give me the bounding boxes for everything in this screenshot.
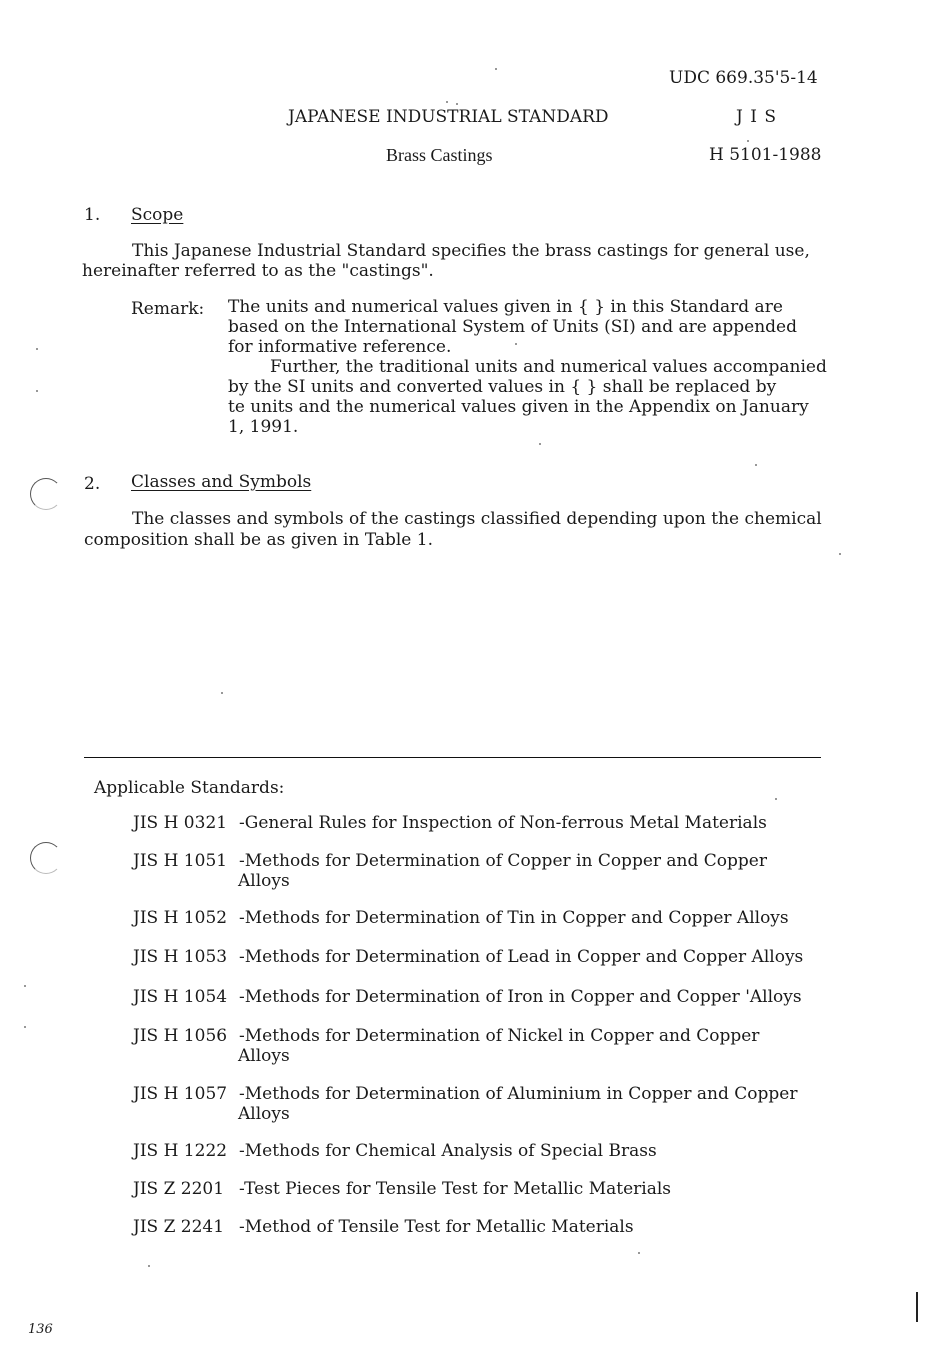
standard-title: -Methods for Determination of Aluminium in Copper and Copper xyxy=(239,1084,798,1104)
remark-line: by the SI units and converted values in { } shall be replaced by xyxy=(228,377,777,397)
scan-speck xyxy=(747,140,749,142)
standard-code: JIS H 1056 xyxy=(133,1026,228,1046)
scan-speck xyxy=(36,390,38,392)
standard-number: H 5101-1988 xyxy=(709,145,822,165)
section1-number: 1. xyxy=(84,205,101,225)
section1-body-line2: hereinafter referred to as the "castings". xyxy=(82,261,434,281)
standard-code: JIS H 1057 xyxy=(133,1084,228,1104)
remark-line: based on the International System of Units (SI) and are appended xyxy=(228,317,797,337)
udc-code: UDC 669.35'5-14 xyxy=(669,68,818,88)
standard-title: -Methods for Determination of Iron in Copper and Copper 'Alloys xyxy=(239,987,802,1007)
scan-speck xyxy=(24,1026,26,1028)
scan-speck xyxy=(515,343,517,345)
standard-code: JIS Z 2241 xyxy=(133,1217,225,1237)
section2-title: Classes and Symbols xyxy=(131,472,312,492)
section1-title: Scope xyxy=(131,205,184,225)
section2-body-line1: The classes and symbols of the castings classified depending upon the chemical xyxy=(132,509,822,529)
scan-speck xyxy=(775,798,777,800)
remark-line: 1, 1991. xyxy=(228,417,299,437)
jis-label: J I S xyxy=(736,107,777,127)
standard-item xyxy=(133,908,833,928)
standard-item xyxy=(133,851,833,891)
standard-code: JIS H 0321 xyxy=(133,813,228,833)
standard-item xyxy=(133,1179,833,1199)
standard-item xyxy=(133,1084,833,1124)
scan-speck xyxy=(839,553,841,555)
section2-number: 2. xyxy=(84,474,101,494)
section2-body-line2: composition shall be as given in Table 1. xyxy=(84,530,433,550)
scan-speck xyxy=(638,1252,640,1254)
page-number: 136 xyxy=(28,1322,53,1337)
standard-org: JAPANESE INDUSTRIAL STANDARD xyxy=(288,107,609,127)
remark-line: Further, the traditional units and numerical values accompanied xyxy=(270,357,827,377)
scan-edge-mark xyxy=(916,1292,918,1322)
standard-item xyxy=(133,987,833,1007)
section1-body-line1: This Japanese Industrial Standard specifies the brass castings for general use, xyxy=(132,241,810,261)
standard-title: -Method of Tensile Test for Metallic Materials xyxy=(239,1217,634,1237)
standard-code: JIS H 1053 xyxy=(133,947,228,967)
remark-line: te units and the numerical values given in the Appendix on January xyxy=(228,397,809,417)
standard-item xyxy=(133,1217,833,1237)
standard-title: -Methods for Chemical Analysis of Special Brass xyxy=(239,1141,657,1161)
standard-title: -Methods for Determination of Tin in Copper and Copper Alloys xyxy=(239,908,789,928)
scan-speck xyxy=(456,103,458,105)
standard-title-cont: Alloys xyxy=(238,1104,290,1124)
standard-title: -Methods for Determination of Copper in Copper and Copper xyxy=(239,851,767,871)
standard-item xyxy=(133,1141,833,1161)
standard-code: JIS H 1054 xyxy=(133,987,228,1007)
scan-speck xyxy=(446,101,448,103)
scan-speck xyxy=(539,443,541,445)
standard-title: -Methods for Determination of Nickel in Copper and Copper xyxy=(239,1026,760,1046)
punch-hole xyxy=(30,842,62,874)
remark-text xyxy=(228,297,827,437)
standard-title: -Methods for Determination of Lead in Copper and Copper Alloys xyxy=(239,947,804,967)
scan-speck xyxy=(221,692,223,694)
standard-item xyxy=(133,947,833,967)
standard-code: JIS H 1051 xyxy=(133,851,228,871)
document-title: Brass Castings xyxy=(386,145,493,165)
standard-title: -General Rules for Inspection of Non-ferrous Metal Materials xyxy=(239,813,767,833)
standard-title: -Test Pieces for Tensile Test for Metallic Materials xyxy=(239,1179,672,1199)
scan-speck xyxy=(755,464,757,466)
remark-line: The units and numerical values given in { } in this Standard are xyxy=(228,297,783,317)
scan-speck xyxy=(24,985,26,987)
separator-rule xyxy=(84,757,821,758)
standard-code: JIS Z 2201 xyxy=(133,1179,225,1199)
punch-hole xyxy=(30,478,62,510)
standard-title-cont: Alloys xyxy=(238,871,290,891)
scan-speck xyxy=(36,348,38,350)
applicable-standards-heading: Applicable Standards: xyxy=(94,778,285,798)
standard-item xyxy=(133,813,833,833)
remark-line: for informative reference. xyxy=(228,337,452,357)
standard-title-cont: Alloys xyxy=(238,1046,290,1066)
remark-label: Remark: xyxy=(131,299,205,319)
scan-speck xyxy=(148,1265,150,1267)
standard-item xyxy=(133,1026,833,1066)
scan-speck xyxy=(495,68,497,70)
standard-code: JIS H 1052 xyxy=(133,908,228,928)
standard-code: JIS H 1222 xyxy=(133,1141,228,1161)
